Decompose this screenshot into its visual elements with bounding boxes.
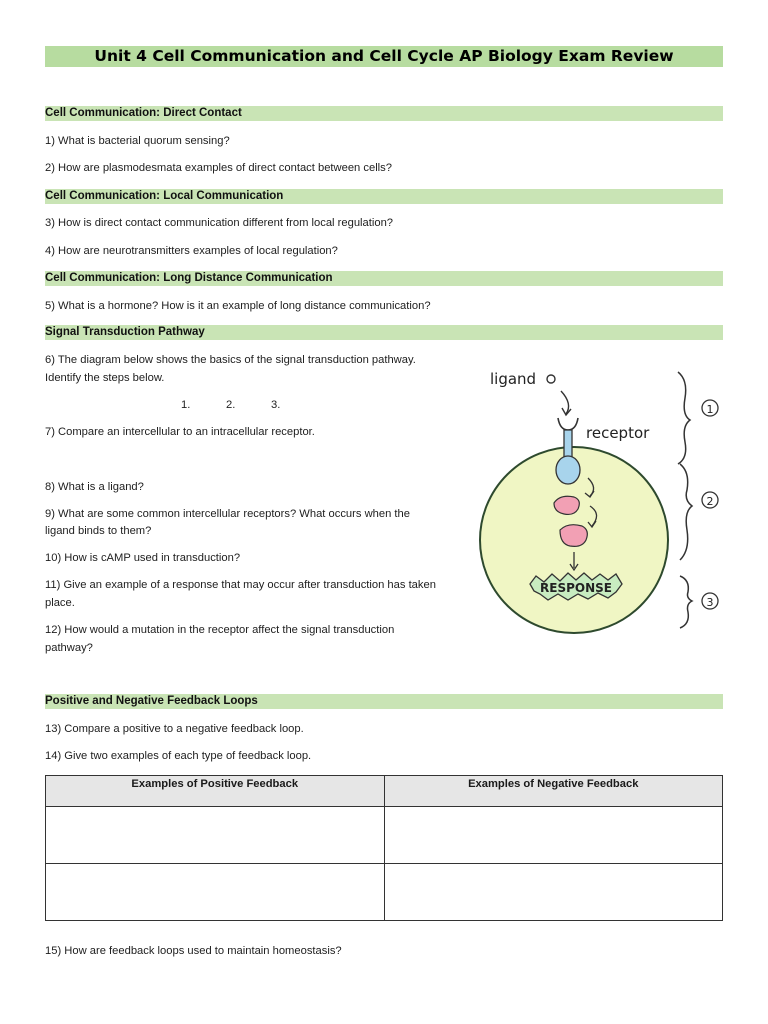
step-labels bbox=[45, 397, 345, 415]
arrow-ligand-to-receptor bbox=[561, 391, 569, 414]
question-5: 5) What is a hormone? How is it an example of long distance communication? bbox=[45, 300, 431, 312]
response-label: RESPONSE bbox=[540, 581, 612, 595]
svg-text:2: 2 bbox=[706, 495, 714, 508]
feedback-examples-table bbox=[45, 775, 723, 921]
question-9-line1: 9) What are some common intercellular receptors? What occurs when the bbox=[45, 508, 410, 520]
section-local-communication: Cell Communication: Local Communication bbox=[45, 189, 723, 204]
question-14: 14) Give two examples of each type of feedback loop. bbox=[45, 750, 312, 762]
step-label-3: 3. bbox=[271, 399, 281, 411]
question-7: 7) Compare an intercellular to an intracellular receptor. bbox=[45, 426, 315, 438]
relay-protein-2 bbox=[560, 525, 587, 547]
receptor-label: receptor bbox=[586, 424, 650, 442]
header-negative-feedback: Examples of Negative Feedback bbox=[384, 776, 723, 807]
question-10: 10) How is cAMP used in transduction? bbox=[45, 552, 241, 564]
answer-cell-positive[interactable] bbox=[46, 864, 385, 921]
receptor-body bbox=[556, 456, 580, 484]
svg-text:1: 1 bbox=[706, 403, 714, 416]
question-15: 15) How are feedback loops used to maintain homeostasis? bbox=[45, 945, 342, 957]
question-2: 2) How are plasmodesmata examples of direct contact between cells? bbox=[45, 162, 392, 174]
step-label-1: 1. bbox=[181, 399, 191, 411]
svg-text:3: 3 bbox=[706, 596, 714, 609]
ligand-molecule bbox=[547, 375, 555, 383]
section-signal-transduction: Signal Transduction Pathway bbox=[45, 325, 723, 340]
answer-cell-negative[interactable] bbox=[384, 864, 723, 921]
header-positive-feedback: Examples of Positive Feedback bbox=[46, 776, 385, 807]
receptor-binding-site bbox=[558, 418, 578, 430]
question-8: 8) What is a ligand? bbox=[45, 481, 144, 493]
section-long-distance: Cell Communication: Long Distance Communication bbox=[45, 271, 723, 286]
question-6-line1: 6) The diagram below shows the basics of the signal transduction pathway. bbox=[45, 354, 416, 366]
section-feedback-loops: Positive and Negative Feedback Loops bbox=[45, 694, 723, 709]
answer-cell-positive[interactable] bbox=[46, 807, 385, 864]
question-11-line1: 11) Give an example of a response that may occur after transduction has taken bbox=[45, 579, 436, 591]
question-3: 3) How is direct contact communication different from local regulation? bbox=[45, 217, 394, 229]
question-12-line2: pathway? bbox=[45, 642, 93, 654]
table-row bbox=[46, 807, 723, 864]
question-12-line1: 12) How would a mutation in the receptor affect the signal transduction bbox=[45, 624, 395, 636]
relay-protein-1 bbox=[554, 496, 579, 514]
ligand-label: ligand bbox=[490, 370, 537, 388]
signal-transduction-diagram bbox=[478, 360, 728, 635]
answer-cell-negative[interactable] bbox=[384, 807, 723, 864]
brace-step-2 bbox=[680, 464, 692, 560]
question-6-line2: Identify the steps below. bbox=[45, 372, 165, 384]
brace-step-3 bbox=[680, 576, 692, 628]
question-9-line2: ligand binds to them? bbox=[45, 525, 152, 537]
table-row bbox=[46, 864, 723, 921]
step-label-2: 2. bbox=[226, 399, 236, 411]
page-title: Unit 4 Cell Communication and Cell Cycle AP Biology Exam Review bbox=[45, 46, 723, 67]
question-13: 13) Compare a positive to a negative feedback loop. bbox=[45, 723, 304, 735]
question-11-line2: place. bbox=[45, 597, 75, 609]
section-direct-contact: Cell Communication: Direct Contact bbox=[45, 106, 723, 121]
brace-step-1 bbox=[678, 372, 690, 464]
question-4: 4) How are neurotransmitters examples of local regulation? bbox=[45, 245, 338, 257]
question-1: 1) What is bacterial quorum sensing? bbox=[45, 135, 230, 147]
